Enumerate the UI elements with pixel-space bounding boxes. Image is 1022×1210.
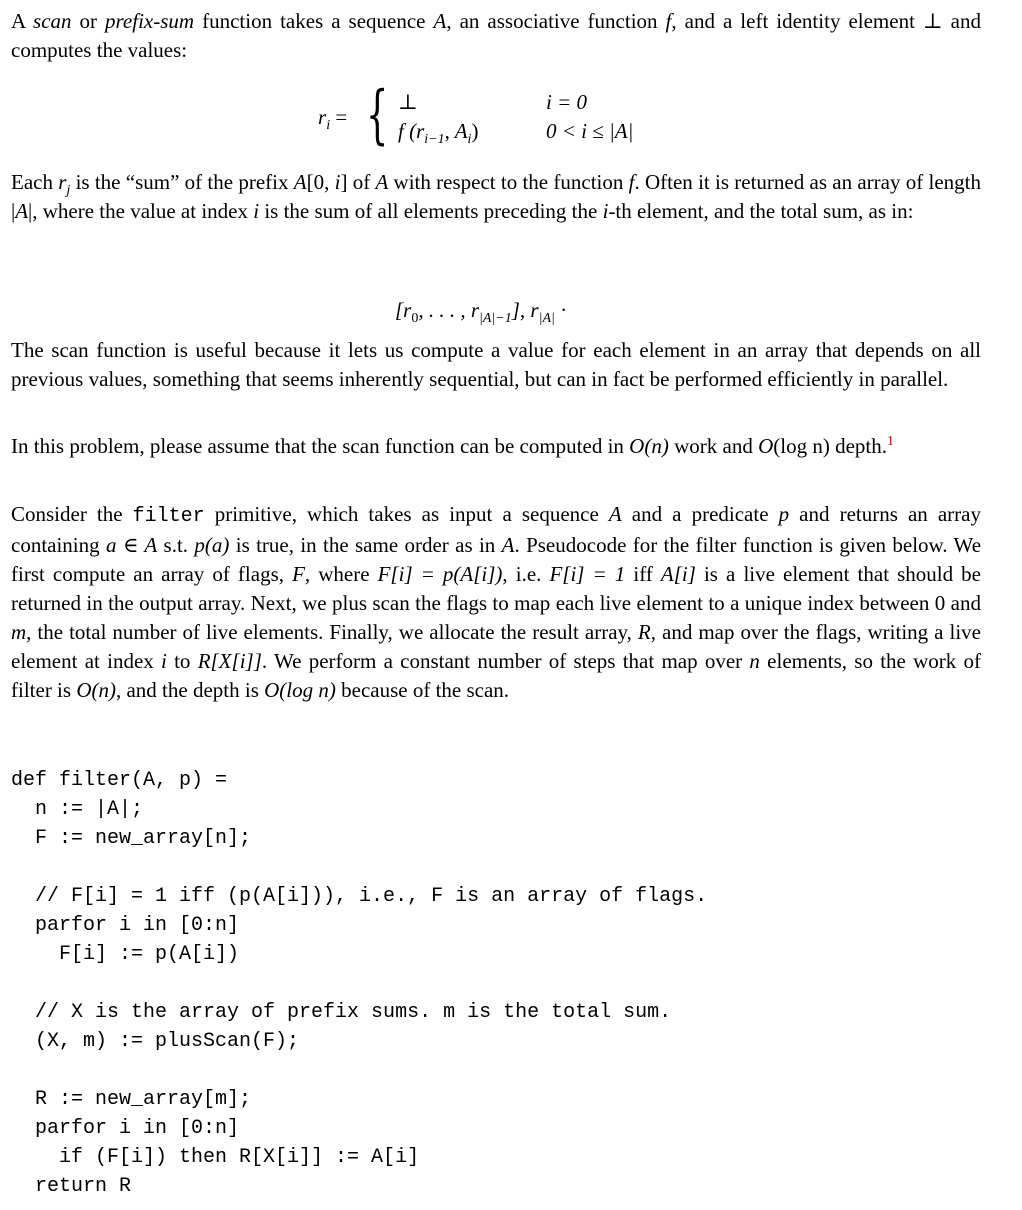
text-run: s.t.: [157, 533, 195, 557]
text-run: because of the scan.: [335, 678, 510, 702]
math-symbol: p: [778, 502, 790, 526]
math-text: , . . . , r: [418, 298, 480, 322]
math-symbol: O: [758, 434, 774, 458]
text-run: . We perform a constant number of steps that map over: [261, 649, 750, 673]
code-line: return R: [11, 1175, 132, 1198]
code-line: (X, m) := plusScan(F);: [11, 1030, 300, 1053]
code-comment: // F[i] = 1 iff (p(A[i])), i.e., F is an array of flags.: [11, 885, 708, 908]
code-comment: // X is the array of prefix sums. m is the total sum.: [11, 1001, 672, 1024]
math-symbol: O: [629, 434, 645, 458]
intro-paragraph: [11, 7, 981, 65]
math-subscript: j: [66, 183, 71, 199]
case2-condition: 0 < i ≤ |A|: [546, 119, 634, 143]
text-run: work and: [668, 434, 759, 458]
math-symbol: i: [602, 199, 609, 223]
math-text: ], r: [511, 298, 539, 322]
left-brace: {: [366, 78, 389, 152]
math-symbol: A: [608, 502, 622, 526]
term-prefix-sum: prefix-sum: [105, 9, 195, 33]
term-scan: scan: [33, 9, 72, 33]
math-expression: p(a): [194, 533, 230, 557]
text-run: Each: [11, 170, 59, 194]
text-run: , the total number of live elements. Finally, we allocate the result array,: [26, 620, 638, 644]
formula-lhs: [318, 103, 347, 132]
math-text: , A: [444, 119, 468, 143]
text-run: primitive, which takes as input a sequence: [204, 502, 609, 526]
text-run: is a live element that should be returned in the output array. Next, we plus scan the flags to map each live element to a unique index between 0 and: [11, 562, 981, 615]
math-expression: F[i] = p(A[i]): [377, 562, 503, 586]
math-symbol: n: [749, 649, 760, 673]
text-run: of: [347, 170, 376, 194]
code-line: R := new_array[m];: [11, 1088, 252, 1111]
filter-description-paragraph: [11, 500, 981, 705]
math-text: f (r: [398, 119, 425, 143]
text-run: is the “sum” of the prefix: [70, 170, 294, 194]
text-run: is true, in the same order as in: [229, 533, 502, 557]
text-run: , an associative function: [446, 9, 666, 33]
math-symbol: F: [292, 562, 305, 586]
math-symbol: f: [628, 170, 635, 194]
math-symbol: A: [293, 170, 307, 194]
text-run: function takes a sequence: [194, 9, 434, 33]
scan-output-formula: [395, 296, 567, 325]
text-run: is the sum of all elements preceding the: [259, 199, 603, 223]
math-expression: F[i] = 1: [549, 562, 626, 586]
code-line: F[i] := p(A[i]): [11, 943, 240, 966]
math-symbol: A: [15, 199, 29, 223]
text-run: In this problem, please assume that the scan function can be computed in: [11, 434, 630, 458]
case2-value: [398, 117, 478, 146]
text-run: , and map over the flags, writing a live element at index: [11, 620, 981, 673]
code-line: F := new_array[n];: [11, 827, 252, 850]
math-symbol: m: [11, 620, 27, 644]
math-symbol: r: [318, 105, 327, 129]
math-expression: O(n): [76, 678, 116, 702]
math-text: ): [471, 119, 479, 143]
text-run: iff: [625, 562, 661, 586]
code-line: parfor i in [0:n]: [11, 914, 240, 937]
math-text: [0,: [306, 170, 335, 194]
text-run: to: [166, 649, 198, 673]
text-run: and returns an array containing: [11, 502, 981, 557]
text-run: with respect to the function: [388, 170, 629, 194]
text-run: . Pseudocode for the filter function is given below. We first compute an array of flags,: [11, 533, 982, 586]
math-expression: R[X[i]]: [197, 649, 262, 673]
math-expression: A[i]: [660, 562, 696, 586]
math-text: (log n): [773, 434, 830, 458]
math-symbol: R: [637, 620, 651, 644]
code-line: n := |A|;: [11, 798, 144, 821]
equals-sign: =: [330, 105, 348, 129]
text-run: , and a left identity element ⊥ and computes the values:: [11, 9, 981, 62]
math-symbol: f: [665, 9, 672, 33]
code-line: parfor i in [0:n]: [11, 1117, 240, 1140]
scan-usefulness-paragraph: The scan function is useful because it lets us compute a value for each element in an array that depends on all previous values, something that seems inherently sequential, but can in fact be performed efficiently in parallel.: [11, 338, 981, 391]
assumption-paragraph: [11, 432, 981, 461]
math-expression: a ∈ A: [106, 533, 158, 557]
math-expression: O(log n): [264, 678, 336, 702]
math-symbol: i: [161, 649, 167, 673]
math-text: ·: [554, 298, 568, 322]
scan-definition-formula: [318, 78, 718, 152]
code-line: if (F[i]) then R[X[i]] := A[i]: [11, 1146, 420, 1169]
math-subscript: 0: [411, 311, 419, 327]
text-run: , i.e.: [502, 562, 550, 586]
math-subscript: i−1: [424, 132, 445, 148]
text-run: and a predicate: [621, 502, 779, 526]
math-symbol: A: [433, 9, 447, 33]
math-symbol: i: [253, 199, 260, 223]
math-symbol: r: [58, 170, 67, 194]
text-run: elements, so the work of filter is: [11, 649, 982, 702]
prefix-explanation-paragraph: [11, 168, 981, 226]
text-run: or: [71, 9, 106, 33]
text-run: -th element, and the total sum, as in:: [608, 199, 914, 223]
footnote-marker[interactable]: 1: [886, 434, 894, 449]
text-run: A: [11, 9, 34, 33]
text-run: depth.: [829, 434, 887, 458]
math-subscript: i: [467, 132, 472, 148]
code-line: def filter(A, p) =: [11, 769, 228, 792]
filter-keyword: filter: [132, 505, 205, 528]
case1-value: ⊥: [398, 90, 418, 114]
case1-condition: i = 0: [546, 90, 588, 114]
text-run: , and the depth is: [115, 678, 265, 702]
math-subscript: i: [326, 118, 331, 134]
text-run: , where: [304, 562, 378, 586]
text-run: Consider the: [11, 502, 133, 526]
math-text: (n): [644, 434, 669, 458]
math-symbol: A: [501, 533, 515, 557]
math-subscript: |A|: [538, 311, 555, 327]
math-symbol: A: [375, 170, 389, 194]
text-run: |, where the value at index: [28, 199, 254, 223]
math-text: ]: [340, 170, 348, 194]
math-text: [r: [395, 298, 412, 322]
math-symbol: i: [334, 170, 341, 194]
math-subscript: |A|−1: [479, 311, 512, 327]
text-run: . Often it is returned as an array of length |: [11, 170, 981, 223]
